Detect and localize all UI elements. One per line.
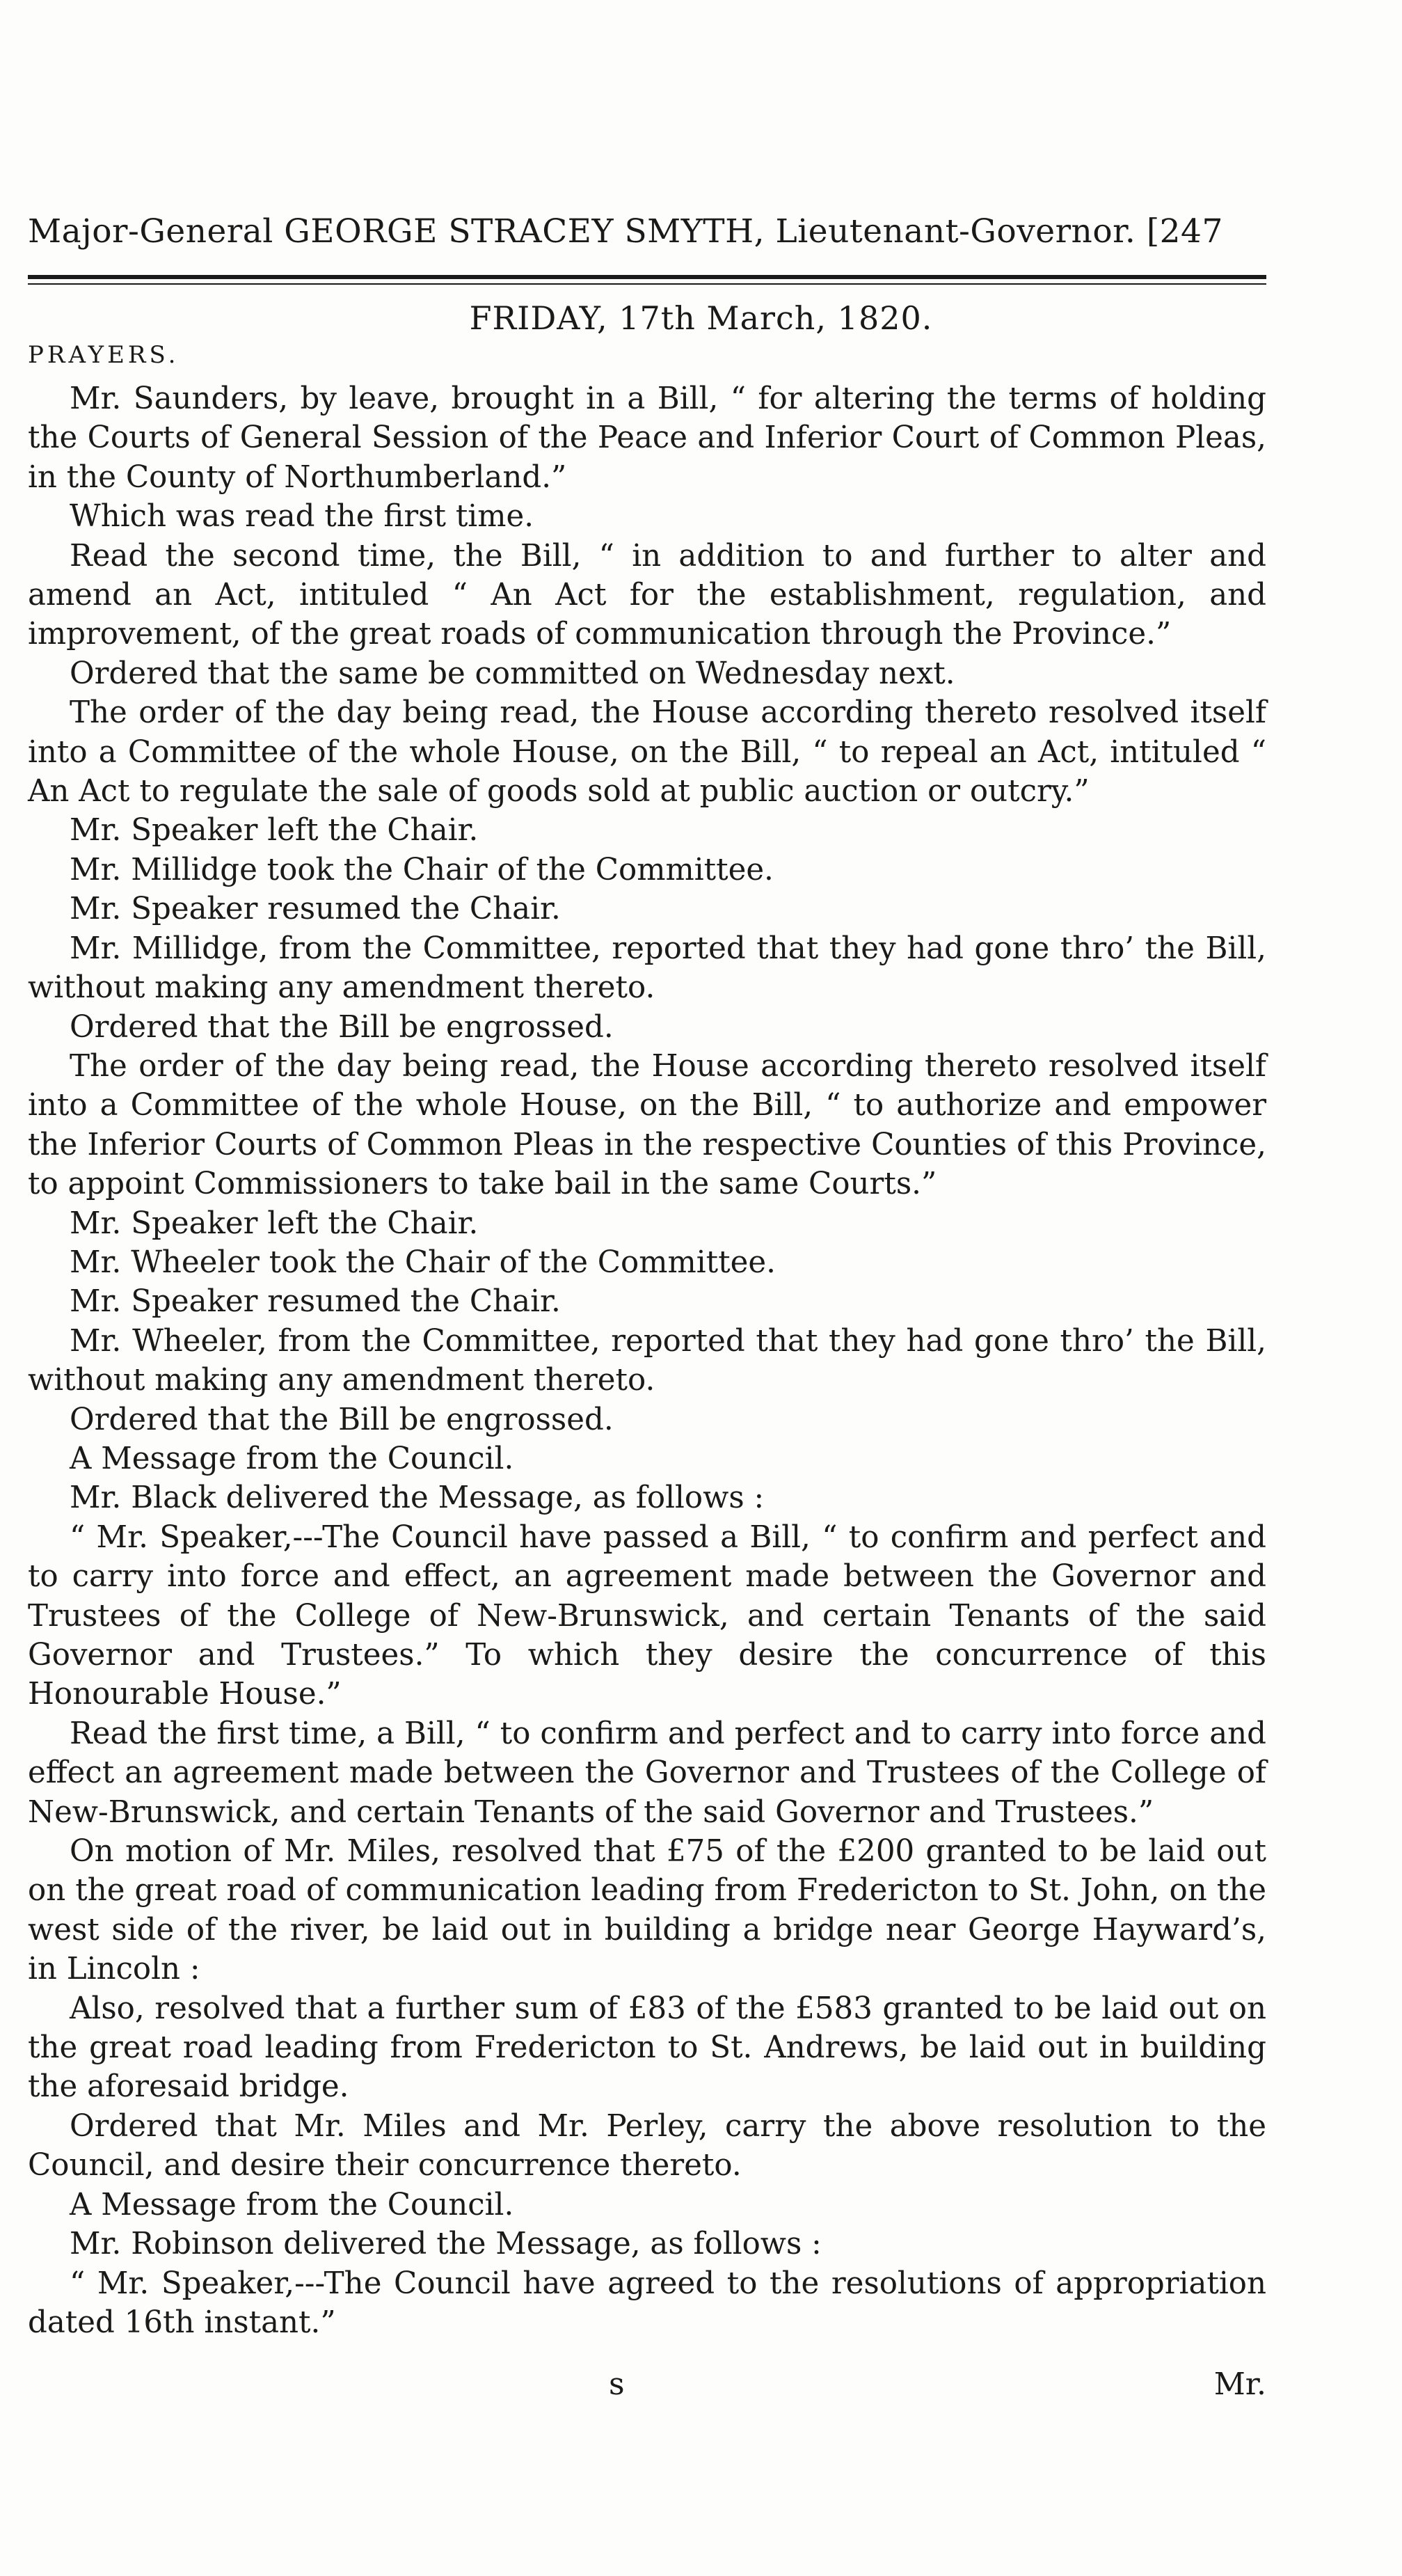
paragraph: Mr. Speaker resumed the Chair.	[70, 892, 561, 927]
paragraph: Mr. Millidge, from the Committee, reported that they had gone thro’ the Bill, without making any amendment thereto.	[28, 931, 1266, 1006]
session-date: FRIDAY, 17th March, 1820.	[469, 299, 933, 337]
paragraph: Ordered that the same be committed on Wednesday next.	[70, 656, 955, 691]
paragraph: Mr. Black delivered the Message, as follows :	[70, 1480, 765, 1516]
paragraph: Ordered that the Bill be engrossed.	[70, 1402, 614, 1437]
prayers-heading: PRAYERS.	[28, 341, 180, 369]
paragraph: A Message from the Council.	[70, 1441, 514, 1476]
paragraph: “ Mr. Speaker,---The Council have passed a Bill, “ to confirm and perfect and to carry into force and effect, an agreement made between the Governor and Trustees of the College of New-Brunswick, and certain Tenants of the said Governor and Trustees.” To which they desire the concurrence of this Honourable House.”	[28, 1519, 1266, 1712]
header-rule	[28, 275, 1266, 279]
paragraph: Also, resolved that a further sum of £83 of the £583 granted to be laid out on the great road leading from Fredericton to St. Andrews, be laid out in building the aforesaid bridge.	[28, 1991, 1266, 2105]
header-title: Major-General GEORGE STRACEY SMYTH, Lieutenant-Governor.	[28, 212, 1136, 251]
paragraph: Mr. Millidge took the Chair of the Committee.	[70, 852, 774, 887]
paragraph: “ Mr. Speaker,---The Council have agreed to the resolutions of appropriation dated 16th instant.”	[28, 2266, 1266, 2340]
paragraph: Mr. Speaker resumed the Chair.	[70, 1284, 561, 1320]
paragraph: The order of the day being read, the House according thereto resolved itself into a Committee of the whole House, on the Bill, “ to authorize and empower the Inferior Courts of Common Pleas in the respective Counties of this Province, to appoint Commissioners to take bail in the same Courts.”	[28, 1048, 1266, 1202]
paragraph: On motion of Mr. Miles, resolved that £75 of the £200 granted to be laid out on the great road of communication leading from Fredericton to St. John, on the west side of the river, be laid out in building a bridge near George Hayward’s, in Lincoln :	[28, 1834, 1266, 1987]
paragraph: Mr. Saunders, by leave, brought in a Bill, “ for altering the terms of holding the Courts of General Session of the Peace and Inferior Court of Common Pleas, in the County of Northumberland.”	[28, 381, 1266, 495]
paragraph: Ordered that the Bill be engrossed.	[70, 1009, 614, 1045]
paragraph: Mr. Wheeler took the Chair of the Committee.	[70, 1244, 776, 1280]
paragraph: Read the first time, a Bill, “ to confirm and perfect and to carry into force and effect an agreement made between the Governor and Trustees of the College of New-Brunswick, and certain Tenants of the said Governor and Trustees.”	[28, 1716, 1266, 1830]
page-number: [247	[1146, 212, 1223, 251]
paragraph: Mr. Robinson delivered the Message, as follows :	[70, 2227, 822, 2262]
paragraph: Ordered that Mr. Miles and Mr. Perley, carry the above resolution to the Council, and desire their concurrence thereto.	[28, 2108, 1266, 2183]
paragraph: The order of the day being read, the House according thereto resolved itself into a Committee of the whole House, on the Bill, “ to repeal an Act, intituled “ An Act to regulate the sale of goods sold at public auction or outcry.”	[28, 695, 1266, 809]
running-header	[28, 212, 1266, 251]
paragraph: Read the second time, the Bill, “ in addition to and further to alter and amend an Act, intituled “ An Act for the establishment, regulation, and improvement, of the great roads of communication through the Province.”	[28, 538, 1266, 652]
paragraph: A Message from the Council.	[70, 2187, 514, 2222]
paragraph: Mr. Wheeler, from the Committee, reported that they had gone thro’ the Bill, without making any amendment thereto.	[28, 1323, 1266, 1398]
header-rule-thin	[28, 283, 1266, 285]
proceedings-text	[28, 379, 1266, 2342]
paragraph: Mr. Speaker left the Chair.	[70, 813, 479, 848]
signature-mark: s	[609, 2366, 625, 2402]
paragraph: Mr. Speaker left the Chair.	[70, 1206, 479, 1241]
paragraph: Which was read the first time.	[70, 499, 534, 535]
catchword: Mr.	[1213, 2366, 1266, 2402]
